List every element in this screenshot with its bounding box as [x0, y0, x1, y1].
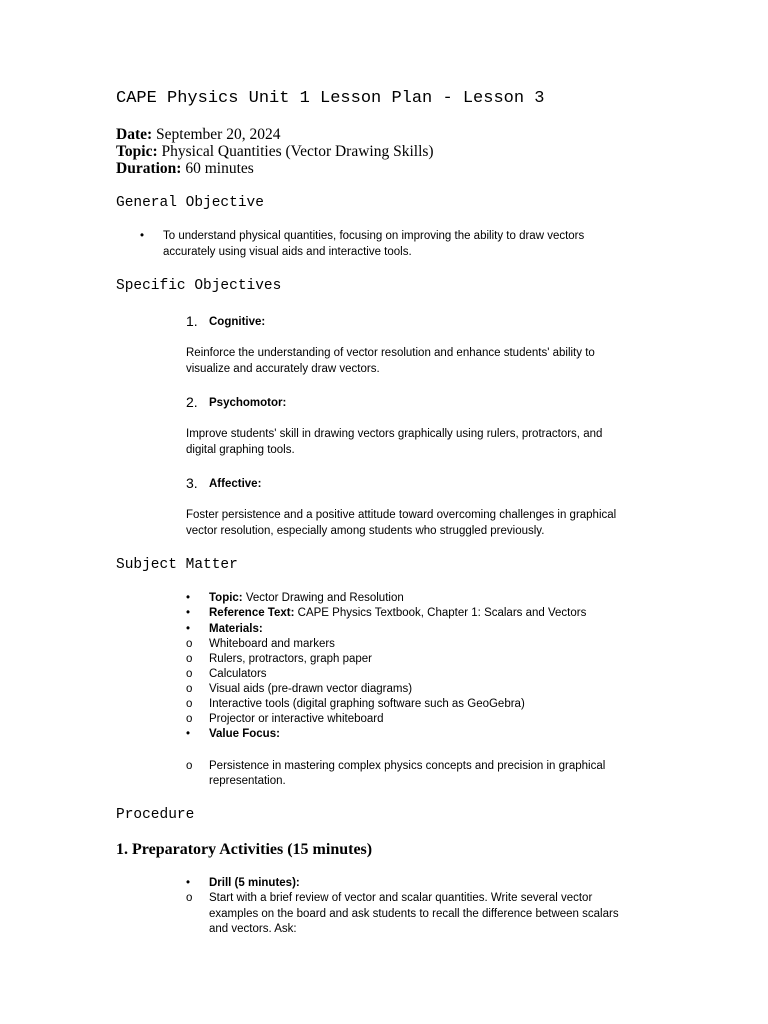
preparatory-activities-heading: 1. Preparatory Activities (15 minutes)	[116, 841, 373, 858]
objective-text	[186, 427, 602, 458]
objective-number: 3.	[186, 475, 198, 491]
list-item	[186, 759, 666, 790]
open-bullet-icon: o	[186, 713, 193, 726]
text-line: To understand physical quantities, focusing on improving the ability to draw vectors	[163, 230, 585, 242]
list-item	[186, 667, 666, 682]
bullet-icon: •	[186, 728, 191, 741]
drill-text	[209, 891, 619, 938]
open-bullet-icon: o	[186, 698, 193, 711]
list-item	[186, 682, 666, 697]
objective-number: 2.	[186, 394, 198, 410]
text-line: visualize and accurately draw vectors.	[186, 362, 380, 375]
bullet-icon: •	[186, 877, 191, 889]
procedure-heading: Procedure	[116, 807, 195, 823]
list-item	[186, 697, 666, 712]
text-line: Foster persistence and a positive attitude toward overcoming challenges in graphical	[186, 509, 617, 521]
bullet-icon: •	[186, 607, 191, 620]
bullet-icon: •	[186, 592, 191, 604]
subject-matter-list	[186, 591, 666, 790]
text-line: examples on the board and ask students to recall the difference between scalars	[209, 907, 619, 920]
objective-label	[209, 477, 261, 493]
general-objective-text	[163, 229, 584, 260]
text-line: Reinforce the understanding of vector resolution and enhance students' ability to	[186, 347, 595, 359]
material-item: Whiteboard and markers	[209, 637, 335, 650]
objective-label-text: Psychomotor:	[209, 397, 287, 409]
bullet-icon: •	[140, 230, 145, 242]
text-line: and vectors. Ask:	[209, 923, 297, 936]
open-bullet-icon: o	[186, 637, 193, 650]
topic-line	[116, 143, 434, 160]
list-item	[186, 876, 666, 891]
objective-text	[186, 508, 616, 539]
value-focus-label: Value Focus:	[209, 728, 280, 741]
material-item: Interactive tools (digital graphing software such as GeoGebra)	[209, 698, 525, 711]
list-item	[186, 727, 666, 742]
date-line	[116, 126, 280, 143]
list-item	[186, 652, 666, 667]
text-line: Start with a brief review of vector and scalar quantities. Write several vector	[209, 892, 593, 905]
duration-label: Duration:	[116, 160, 182, 177]
reference-value: CAPE Physics Textbook, Chapter 1: Scalars and Vectors	[294, 607, 587, 620]
page-title: CAPE Physics Unit 1 Lesson Plan - Lesson 3	[116, 89, 545, 108]
text-line: vector resolution, especially among students who struggled previously.	[186, 524, 545, 537]
value-focus-text	[209, 759, 605, 790]
list-item-text	[209, 606, 586, 621]
material-item: Rulers, protractors, graph paper	[209, 652, 372, 665]
date-label: Date:	[116, 126, 153, 143]
reference-label: Reference Text:	[209, 607, 295, 620]
list-item	[186, 606, 666, 621]
material-item: Calculators	[209, 668, 267, 681]
text-line: representation.	[209, 775, 286, 788]
objective-label-text: Affective:	[209, 478, 262, 490]
text-line: Improve students' skill in drawing vectors graphically using rulers, protractors, and	[186, 428, 603, 440]
duration-line	[116, 160, 254, 177]
objective-label	[209, 396, 286, 412]
subject-matter-heading: Subject Matter	[116, 557, 238, 573]
list-item	[186, 591, 666, 606]
open-bullet-icon: o	[186, 668, 193, 681]
list-item	[186, 637, 666, 652]
open-bullet-icon: o	[186, 759, 193, 772]
objective-label	[209, 315, 265, 331]
open-bullet-icon: o	[186, 652, 193, 665]
list-item	[186, 891, 666, 938]
text-line: Persistence in mastering complex physics concepts and precision in graphical	[209, 759, 606, 772]
open-bullet-icon: o	[186, 892, 193, 905]
objective-text	[186, 346, 595, 377]
objective-number: 1.	[186, 313, 198, 329]
topic-value: Vector Drawing and Resolution	[242, 592, 404, 604]
general-objective-heading: General Objective	[116, 195, 264, 211]
list-item	[186, 712, 666, 727]
text-line: digital graphing tools.	[186, 443, 295, 456]
open-bullet-icon: o	[186, 683, 193, 696]
list-item	[186, 622, 666, 637]
material-item: Visual aids (pre-drawn vector diagrams)	[209, 683, 413, 696]
text-line: accurately using visual aids and interactive tools.	[163, 245, 412, 258]
duration-value: 60 minutes	[181, 160, 254, 177]
material-item: Projector or interactive whiteboard	[209, 713, 384, 726]
specific-objectives-heading: Specific Objectives	[116, 278, 282, 294]
topic-label: Topic:	[116, 143, 158, 160]
materials-label: Materials:	[209, 622, 263, 635]
list-item-text	[209, 591, 404, 606]
topic-value: Physical Quantities (Vector Drawing Skills)	[157, 143, 434, 160]
procedure-list	[186, 876, 666, 938]
bullet-icon: •	[186, 622, 191, 635]
drill-label: Drill (5 minutes):	[209, 877, 300, 889]
date-value: September 20, 2024	[152, 126, 281, 143]
topic-label: Topic:	[209, 592, 243, 604]
objective-label-text: Cognitive:	[209, 316, 266, 328]
